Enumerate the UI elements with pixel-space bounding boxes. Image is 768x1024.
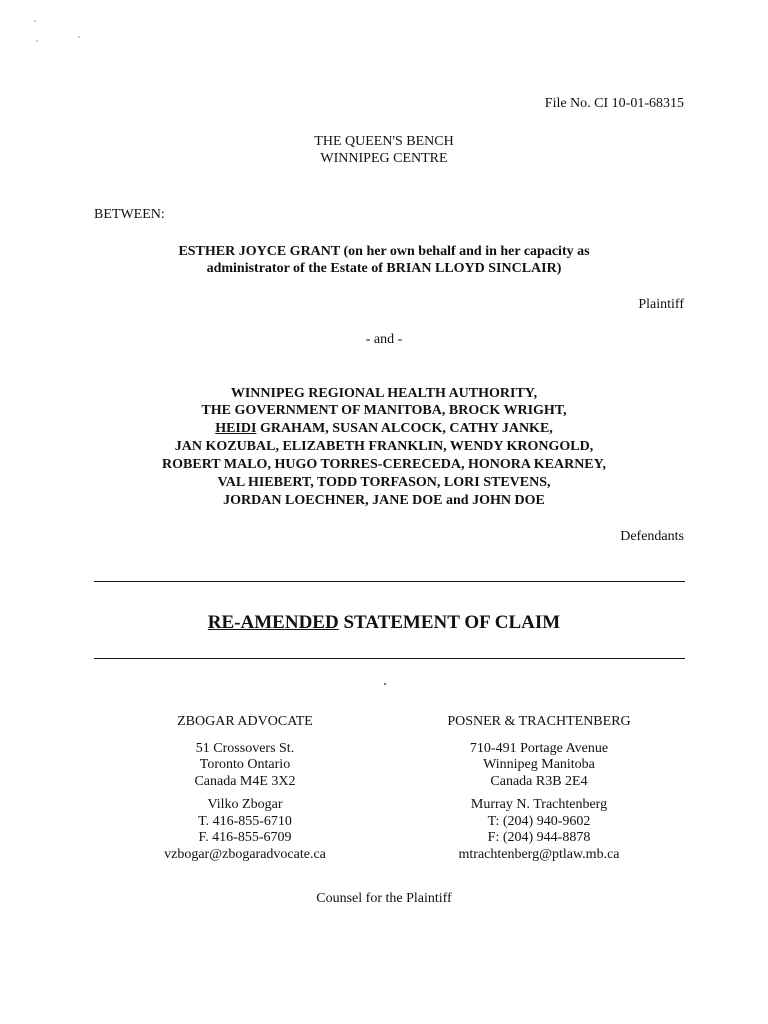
counsel-left-block <box>115 714 375 863</box>
counsel-left-email: vzbogar@zbogaradvocate.ca <box>164 846 326 862</box>
counsel-left-address-3: Canada M4E 3X2 <box>194 773 296 789</box>
counsel-left-firm: ZBOGAR ADVOCATE <box>177 714 313 729</box>
document-title <box>0 612 768 634</box>
defendants-line-4: JAN KOZUBAL, ELIZABETH FRANKLIN, WENDY KRONGOLD, <box>174 439 594 454</box>
counsel-right-firm: POSNER & TRACHTENBERG <box>447 714 631 729</box>
counsel-right-address-2: Winnipeg Manitoba <box>483 757 595 772</box>
counsel-right-address-3: Canada R3B 2E4 <box>490 773 588 789</box>
counsel-left-phone: T. 416-855-6710 <box>198 813 292 829</box>
defendants-line-1: WINNIPEG REGIONAL HEALTH AUTHORITY, <box>230 386 538 401</box>
plaintiff-role: Plaintiff <box>638 297 684 312</box>
scan-speck <box>384 683 386 685</box>
defendants-role: Defendants <box>620 529 684 544</box>
defendants-line-5: ROBERT MALO, HUGO TORRES-CERECEDA, HONORA KEARNEY, <box>162 457 606 472</box>
counsel-right-phone: T: (204) 940-9602 <box>487 813 591 829</box>
counsel-for-label: Counsel for the Plaintiff <box>316 891 452 906</box>
plaintiff-line-2: administrator of the Estate of BRIAN LLOYD SINCLAIR) <box>206 261 562 276</box>
scan-speck <box>36 40 38 42</box>
counsel-left-address-1: 51 Crossovers St. <box>195 740 295 756</box>
scan-speck <box>78 36 80 38</box>
scan-speck <box>34 20 36 22</box>
file-number: File No. CI 10-01-68315 <box>544 96 684 111</box>
counsel-right-address-1: 710-491 Portage Avenue <box>469 740 609 756</box>
defendants-amended-name: HEIDI <box>215 421 257 436</box>
defendants-line-3-rest: GRAHAM, SUSAN ALCOCK, CATHY JANKE, <box>256 421 553 436</box>
document-title-amended: RE-AMENDED <box>207 612 339 633</box>
defendants-line-7: JORDAN LOECHNER, JANE DOE and JOHN DOE <box>223 493 545 508</box>
counsel-left-fax: F. 416-855-6709 <box>198 830 292 845</box>
plaintiff-line-1: ESTHER JOYCE GRANT (on her own behalf and in her capacity as <box>178 244 590 259</box>
between-label: BETWEEN: <box>94 207 165 222</box>
counsel-right-name: Murray N. Trachtenberg <box>470 797 608 812</box>
document-title-rest: STATEMENT OF CLAIM <box>338 612 561 633</box>
title-rule-top <box>94 581 685 582</box>
defendants-line-6: VAL HIEBERT, TODD TORFASON, LORI STEVENS, <box>217 475 551 490</box>
counsel-right-block <box>409 714 669 863</box>
court-centre: WINNIPEG CENTRE <box>320 151 448 166</box>
counsel-right-fax: F: (204) 944-8878 <box>487 830 591 845</box>
counsel-left-name: Vilko Zbogar <box>207 797 283 812</box>
defendants-line-2: THE GOVERNMENT OF MANITOBA, BROCK WRIGHT, <box>201 403 567 418</box>
counsel-right-email: mtrachtenberg@ptlaw.mb.ca <box>458 846 620 862</box>
and-separator: - and - <box>365 332 403 347</box>
counsel-left-address-2: Toronto Ontario <box>199 757 291 772</box>
defendants-line-3 <box>0 420 768 437</box>
title-rule-bottom <box>94 658 685 659</box>
court-name: THE QUEEN'S BENCH <box>314 134 454 149</box>
